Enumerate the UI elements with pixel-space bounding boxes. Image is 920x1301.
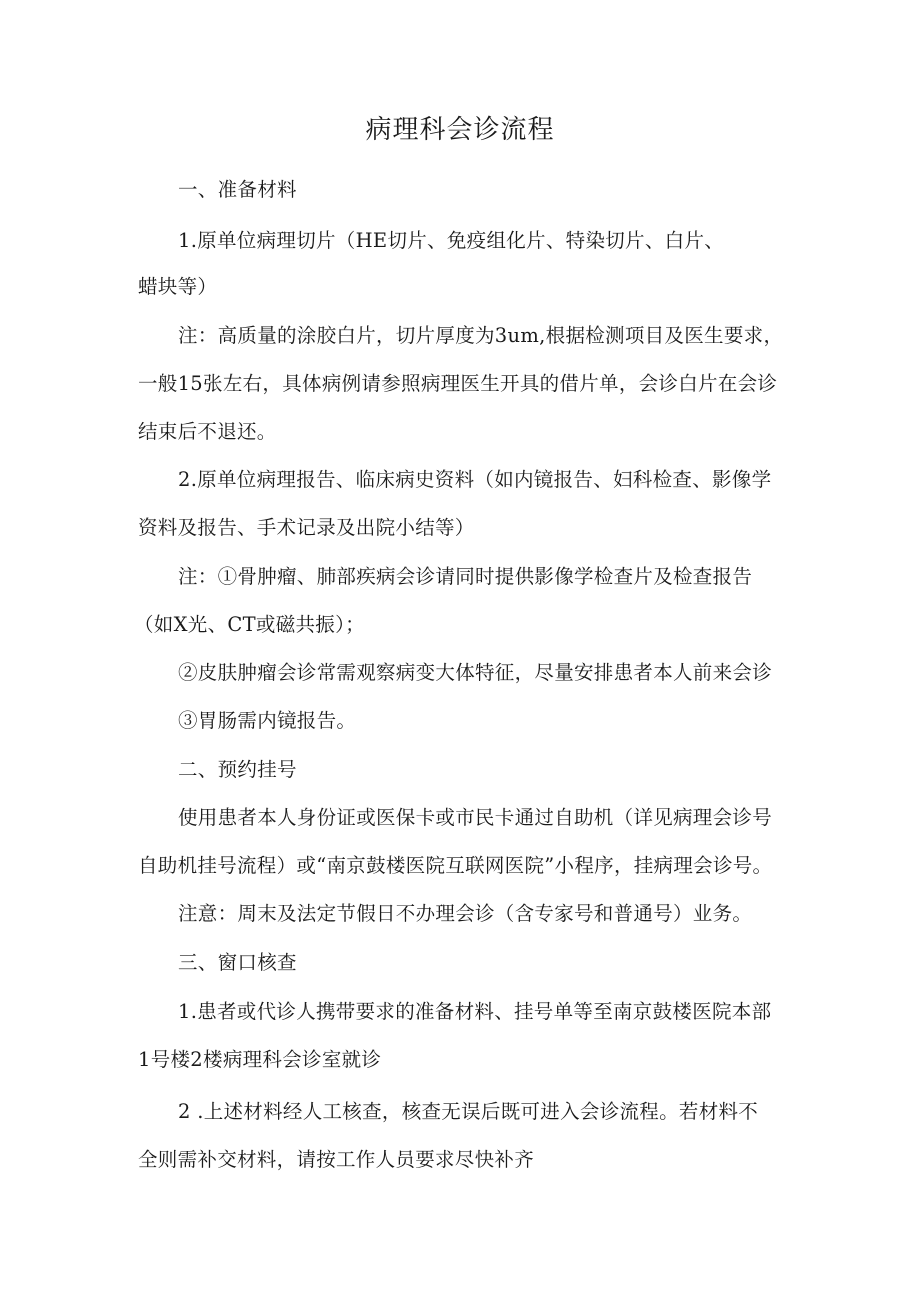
page-title: 病理科会诊流程 <box>365 115 555 145</box>
paragraph-line: 注：高质量的涂胶白片，切片厚度为3um,根据检测项目及医生要求， <box>178 324 784 347</box>
paragraph-line: 资料及报告、手术记录及出院小结等） <box>138 516 475 539</box>
paragraph-line: （如X光、CT或磁共振）； <box>134 613 365 636</box>
paragraph-line: ②皮肤肿瘤会诊常需观察病变大体特征，尽量安排患者本人前来会诊 <box>178 661 773 684</box>
paragraph-line: 1号楼2楼病理科会诊室就诊 <box>138 1048 382 1071</box>
paragraph-line: 注意：周末及法定节假日不办理会诊（含专家号和普通号）业务。 <box>178 902 753 925</box>
paragraph-line: 2 .上述材料经人工核查，核查无误后既可进入会诊流程。若材料不 <box>178 1100 759 1123</box>
paragraph-line: 自助机挂号流程）或“南京鼓楼医院互联网医院”小程序，挂病理会诊号。 <box>138 854 773 877</box>
paragraph-line: 一般15张左右，具体病例请参照病理医生开具的借片单，会诊白片在会诊 <box>138 372 778 395</box>
paragraph-line: 1.原单位病理切片（HE切片、免疫组化片、特染切片、白片、 <box>178 229 725 252</box>
paragraph-line: 使用患者本人身份证或医保卡或市民卡通过自助机（详见病理会诊号 <box>178 806 773 829</box>
paragraph-line: 2.原单位病理报告、临床病史资料（如内镜报告、妇科检查、影像学 <box>178 468 772 491</box>
paragraph-line: 注：①骨肿瘤、肺部疾病会诊请同时提供影像学检查片及检查报告 <box>178 565 753 588</box>
paragraph-line: 蜡块等） <box>138 275 218 298</box>
paragraph-line: 全则需补交材料，请按工作人员要求尽快补齐 <box>138 1148 535 1171</box>
paragraph-line: 结束后不退还。 <box>138 420 277 443</box>
paragraph-line: 1.患者或代诊人携带要求的准备材料、挂号单等至南京鼓楼医院本部 <box>178 1000 772 1023</box>
section-heading-window-check: 三、窗口核查 <box>178 951 297 974</box>
section-heading-preparation: 一、准备材料 <box>178 178 297 201</box>
paragraph-line: ③胃肠需内镜报告。 <box>178 709 357 732</box>
section-heading-registration: 二、预约挂号 <box>178 758 297 781</box>
